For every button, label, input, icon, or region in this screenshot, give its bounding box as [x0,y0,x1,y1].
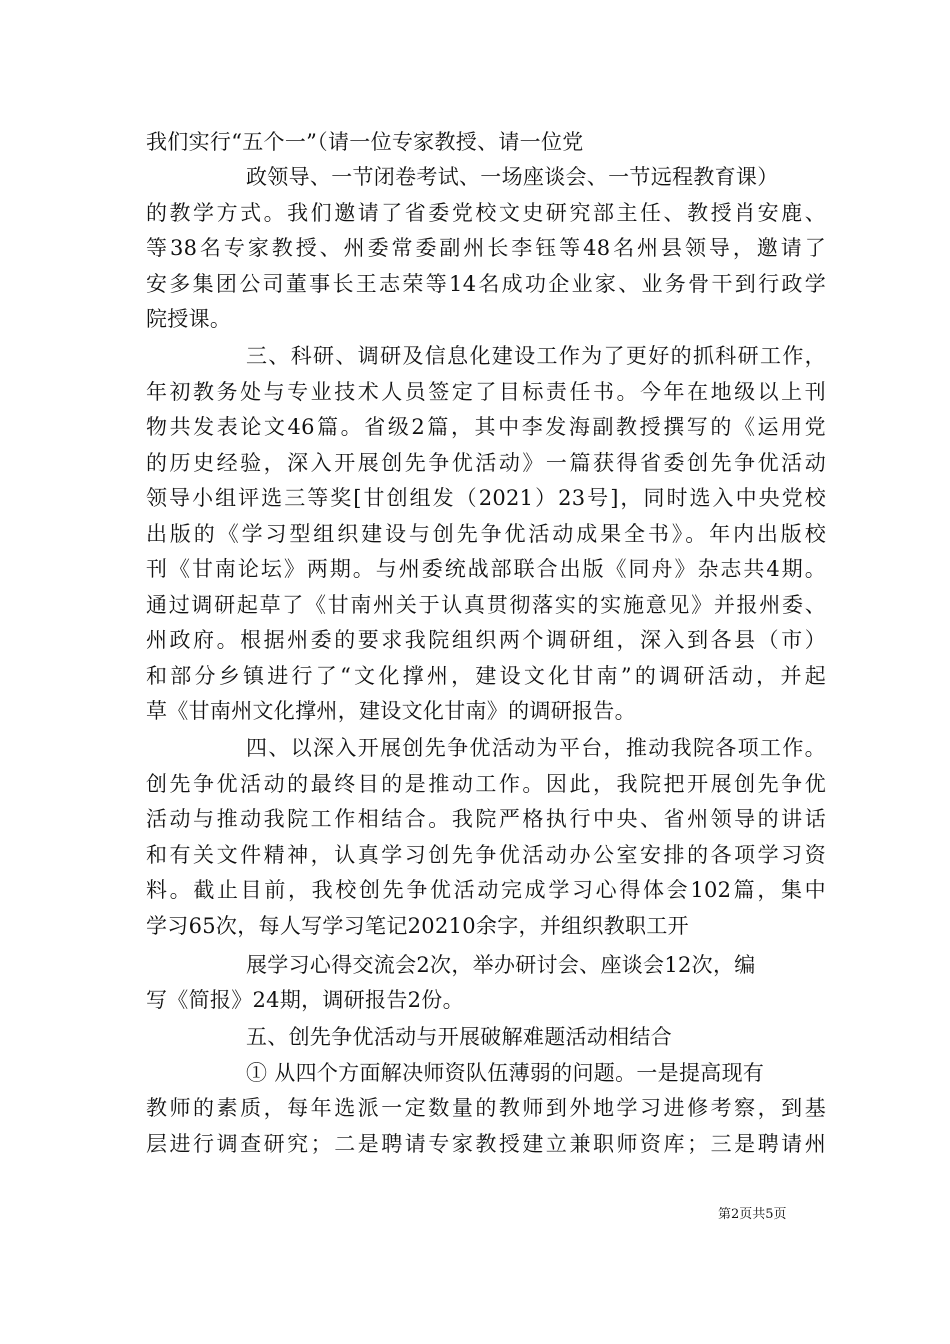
text-line: 和部分乡镇进行了“文化撑州，建设文化甘南”的调研活动，并起 [146,664,826,688]
text-line: 写《简报》24期，调研报告2份。 [146,988,464,1012]
text-line: 草《甘南州文化撑州，建设文化甘南》的调研报告。 [146,699,636,723]
text-line: 等38名专家教授、州委常委副州长李钰等48名州县领导，邀请了 [146,236,826,260]
text-line: 通过调研起草了《甘南州关于认真贯彻落实的实施意见》并报州委、 [146,593,826,617]
text-line: 出版的《学习型组织建设与创先争优活动成果全书》。年内出版校 [146,522,826,546]
text-line: 院授课。 [146,307,232,331]
text-line: 料。截止目前，我校创先争优活动完成学习心得体会102篇，集中 [146,878,826,902]
text-line: 创先争优活动的最终目的是推动工作。因此，我院把开展创先争优 [146,772,826,796]
text-line: 的历史经验，深入开展创先争优活动》一篇获得省委创先争优活动 [146,451,826,475]
section-heading: 三、科研、调研及信息化建设工作为了更好的抓科研工作， [246,344,826,368]
text-line: 的教学方式。我们邀请了省委党校文史研究部主任、教授肖安鹿、 [146,201,826,225]
text-line: 层进行调查研究；二是聘请专家教授建立兼职师资库；三是聘请州 [146,1132,826,1156]
page-number: 第2页共5页 [718,1207,787,1222]
text-line: 政领导、一节闭卷考试、一场座谈会、一节远程教育课） [246,165,779,189]
text-line: 和有关文件精神，认真学习创先争优活动办公室安排的各项学习资 [146,843,826,867]
text-line: 年初教务处与专业技术人员签定了目标责任书。今年在地级以上刊 [146,380,826,404]
text-line: 州政府。根据州委的要求我院组织两个调研组，深入到各县（市） [146,628,826,652]
text-line: 领导小组评选三等奖[甘创组发（2021）23号]，同时选入中央党校 [146,486,826,510]
section-heading: 五、创先争优活动与开展破解难题活动相结合 [246,1025,672,1049]
text-line: 教师的素质，每年选派一定数量的教师到外地学习进修考察，到基 [146,1096,826,1120]
text-line: 展学习心得交流会2次，举办研讨会、座谈会12次，编 [246,953,756,977]
text-line: 活动与推动我院工作相结合。我院严格执行中央、省州领导的讲话 [146,807,826,831]
section-heading: 四、以深入开展创先争优活动为平台，推动我院各项工作。 [246,736,826,760]
text-line: 安多集团公司董事长王志荣等14名成功企业家、业务骨干到行政学 [146,272,826,296]
text-line: 刊《甘南论坛》两期。与州委统战部联合出版《同舟》杂志共4期。 [146,557,826,581]
text-line: 物共发表论文46篇。省级2篇，其中李发海副教授撰写的《运用党 [146,415,826,439]
text-line: ① 从四个方面解决师资队伍薄弱的问题。一是提高现有 [246,1061,765,1085]
text-line: 我们实行“五个一”（请一位专家教授、请一位党 [146,130,584,154]
text-line: 学习65次，每人写学习笔记20210余字，并组织教职工开 [146,914,689,938]
